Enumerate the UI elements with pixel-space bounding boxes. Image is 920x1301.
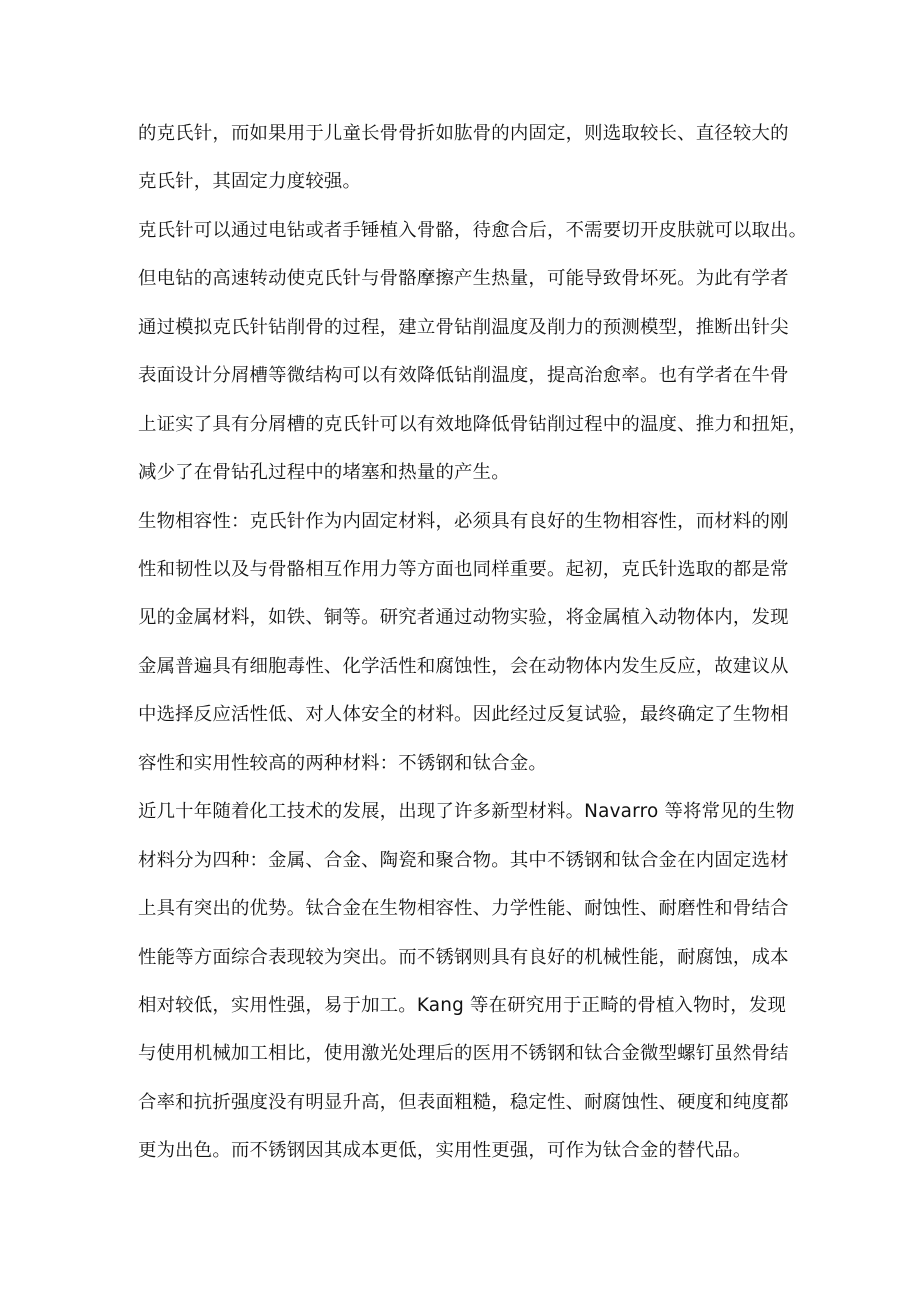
text-line: 材料分为四种：金属、合金、陶瓷和聚合物。其中不锈钢和钛合金在内固定选材 xyxy=(138,850,789,871)
text-line: 通过模拟克氏针钻削骨的过程，建立骨钻削温度及削力的预测模型，推断出针尖 xyxy=(138,317,789,338)
text-line: 克氏针，其固定力度较强。 xyxy=(138,171,362,192)
text-line: 但电钻的高速转动使克氏针与骨骼摩擦产生热量，可能导致骨坏死。为此有学者 xyxy=(138,268,789,289)
text-line: 克氏针可以通过电钻或者手锤植入骨骼，待愈合后，不需要切开皮肤就可以取出。 xyxy=(138,220,808,241)
text-line: 见的金属材料，如铁、铜等。研究者通过动物实验，将金属植入动物体内，发现 xyxy=(138,607,789,628)
text-line: 上证实了具有分屑槽的克氏针可以有效地降低骨钻削过程中的温度、推力和扭矩， xyxy=(138,414,808,435)
text-line: 性和韧性以及与骨骼相互作用力等方面也同样重要。起初，克氏针选取的都是常 xyxy=(138,559,789,580)
text-line: 减少了在骨钻孔过程中的堵塞和热量的产生。 xyxy=(138,462,510,483)
text-line: 中选择反应活性低、对人体安全的材料。因此经过反复试验，最终确定了生物相 xyxy=(138,704,789,725)
text-line: 与使用机械加工相比，使用激光处理后的医用不锈钢和钛合金微型螺钉虽然骨结 xyxy=(138,1043,789,1064)
text-line: 生物相容性：克氏针作为内固定材料，必须具有良好的生物相容性，而材料的刚 xyxy=(138,511,789,532)
text-line: 合率和抗折强度没有明显升高，但表面粗糙，稳定性、耐腐蚀性、硬度和纯度都 xyxy=(138,1092,789,1113)
text-line: 相对较低，实用性强，易于加工。Kang 等在研究用于正畸的骨植入物时，发现 xyxy=(138,995,787,1016)
text-line: 容性和实用性较高的两种材料：不锈钢和钛合金。 xyxy=(138,753,547,774)
text-line: 的克氏针，而如果用于儿童长骨骨折如肱骨的内固定，则选取较长、直径较大的 xyxy=(138,123,789,144)
text-line: 近几十年随着化工技术的发展，出现了许多新型材料。Navarro 等将常见的生物 xyxy=(138,801,795,822)
text-line: 上具有突出的优势。钛合金在生物相容性、力学性能、耐蚀性、耐磨性和骨结合 xyxy=(138,898,789,919)
text-line: 金属普遍具有细胞毒性、化学活性和腐蚀性，会在动物体内发生反应，故建议从 xyxy=(138,656,789,677)
text-line: 更为出色。而不锈钢因其成本更低，实用性更强，可作为钛合金的替代品。 xyxy=(138,1140,752,1161)
text-line: 表面设计分屑槽等微结构可以有效降低钻削温度，提高治愈率。也有学者在牛骨 xyxy=(138,365,789,386)
text-line: 性能等方面综合表现较为突出。而不锈钢则具有良好的机械性能，耐腐蚀，成本 xyxy=(138,947,789,968)
